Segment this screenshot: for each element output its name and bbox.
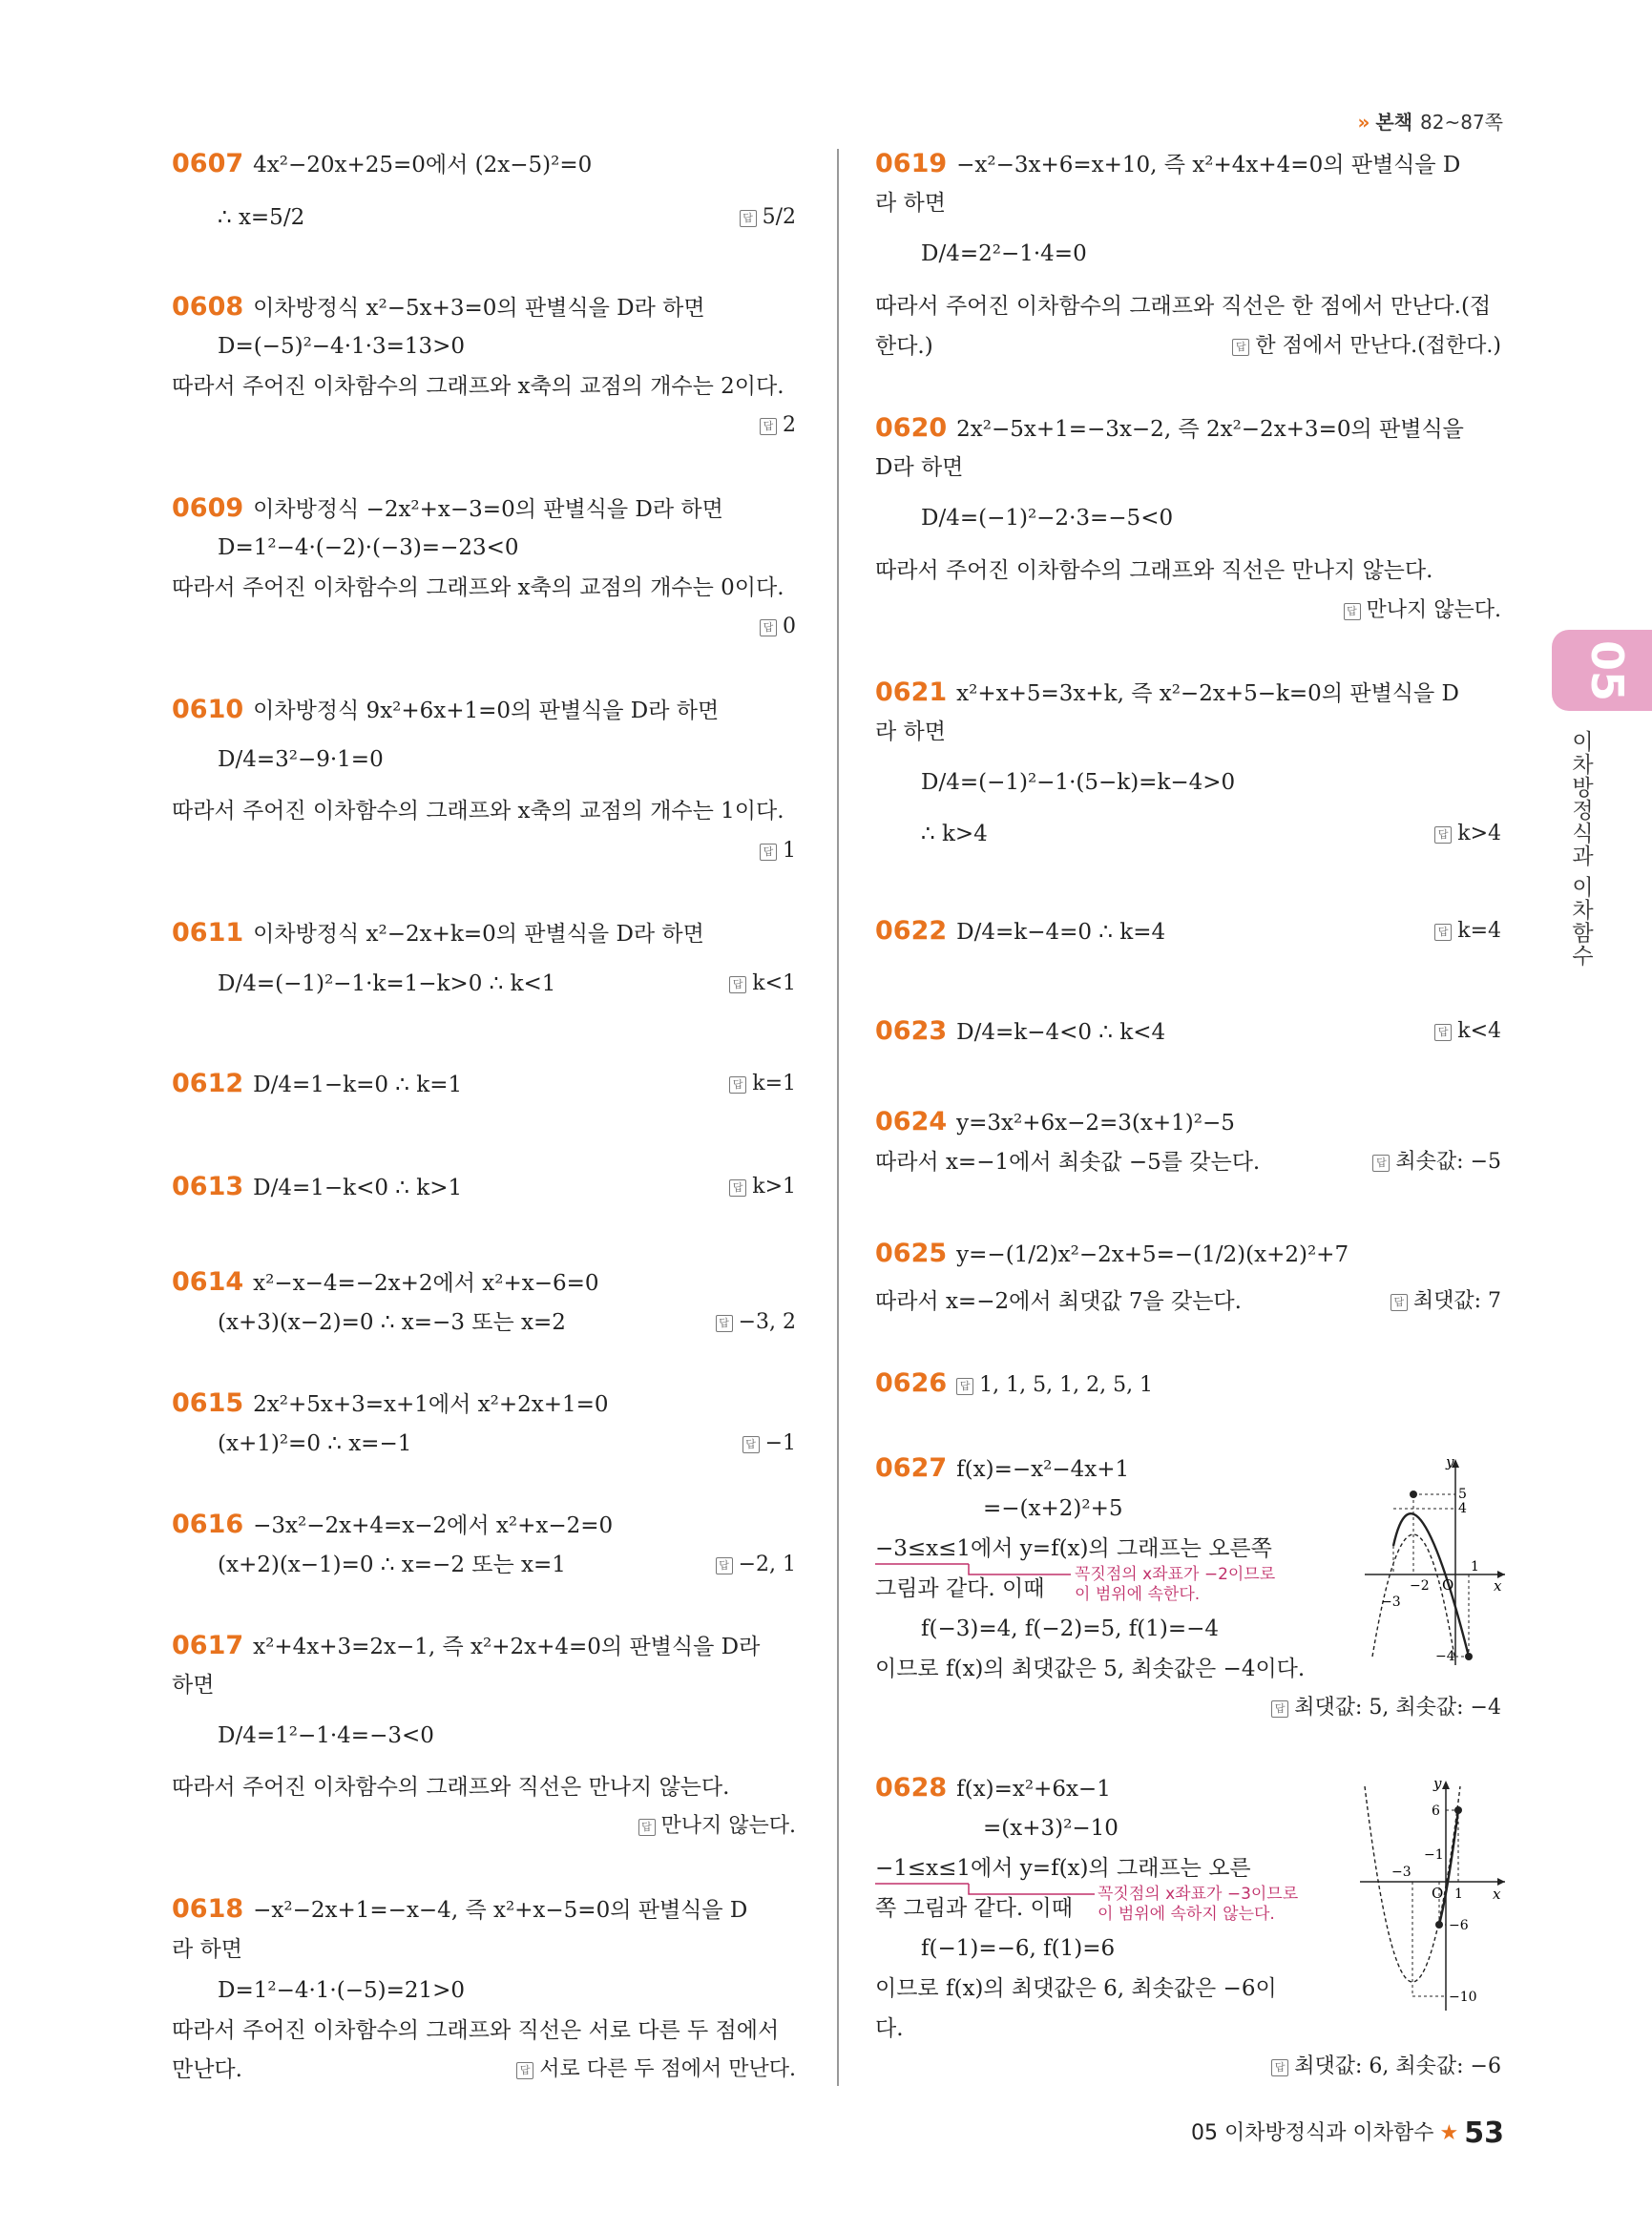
answer-mark-icon: 답	[716, 1315, 733, 1332]
x-axis-label: x	[1493, 1886, 1501, 1903]
answer-value: 5/2	[762, 205, 796, 229]
origin-label: O	[1432, 1885, 1444, 1902]
solution-line: ∴ k>4	[921, 822, 988, 846]
answer-mark-icon: 답	[1434, 826, 1452, 844]
problem-number: 0609	[172, 493, 244, 523]
chapter-tab-title: 이차방정식과 이차함수	[1568, 730, 1593, 968]
chevron-right-icon: »	[1357, 111, 1370, 134]
answer-value: k=4	[1457, 919, 1501, 943]
answer-value: k>1	[752, 1175, 796, 1199]
vertex-point	[1410, 1491, 1417, 1498]
solution-line: f(−3)=4, f(−2)=5, f(1)=−4	[921, 1616, 1220, 1641]
answer-mark-icon: 답	[760, 418, 777, 435]
solution-line: 라 하면	[875, 191, 946, 216]
solution-line: −1≤x≤1에서 y=f(x)의 그래프는 오른	[875, 1856, 1251, 1881]
solution-line: D/4=(−1)²−2·3=−5<0	[921, 506, 1174, 531]
note-connector	[875, 1852, 1352, 1919]
solution-line: x²+x+5=3x+k, 즉 x²−2x+5−k=0의 판별식을 D	[956, 681, 1459, 706]
answer-mark-icon: 답	[729, 976, 746, 993]
solution-line: D=(−5)²−4·1·3=13>0	[218, 334, 466, 359]
chapter-tab-number: 05	[1581, 640, 1633, 702]
problem-number: 0618	[172, 1894, 244, 1924]
solution-line: x²−x−4=−2x+2에서 x²+x−6=0	[253, 1271, 599, 1296]
answer-value: −2, 1	[738, 1553, 796, 1576]
solution-line: 따라서 x=−2에서 최댓값 7을 갖는다.	[875, 1289, 1242, 1314]
solution-line: (x+3)(x−2)=0 ∴ x=−3 또는 x=2	[218, 1310, 566, 1335]
problem-number: 0626	[875, 1368, 948, 1398]
footer-chapter: 05 이차방정식과 이차함수	[1191, 2121, 1434, 2145]
margin-note: 꼭짓점의 x좌표가 −3이므로	[1098, 1885, 1299, 1904]
solution-line: D/4=1−k<0 ∴ k>1	[253, 1176, 463, 1200]
tick-label: 5	[1458, 1487, 1467, 1502]
solution-line: 이므로 f(x)의 최댓값은 5, 최솟값은 −4이다.	[875, 1657, 1306, 1681]
answer-value: 최솟값: −5	[1395, 1150, 1501, 1174]
answer-value: 2	[783, 413, 796, 437]
solution-line: 이차방정식 −2x²+x−3=0의 판별식을 D라 하면	[253, 497, 723, 522]
answer-value: k<4	[1457, 1019, 1501, 1043]
solution-line: 따라서 x=−1에서 최솟값 −5를 갖는다.	[875, 1150, 1261, 1175]
answer	[1434, 916, 1501, 947]
problem-number: 0627	[875, 1453, 948, 1483]
solution-line: D/4=k−4<0 ∴ k<4	[956, 1020, 1166, 1045]
origin-label: O	[1442, 1576, 1454, 1594]
solution-line: −3≤x≤1에서 y=f(x)의 그래프는 오른쪽	[875, 1536, 1272, 1561]
y-arrow-icon	[1442, 1781, 1450, 1789]
tick-label: −4	[1435, 1649, 1455, 1664]
answer	[716, 1550, 796, 1580]
solution-line: ∴ x=5/2	[218, 205, 305, 230]
answer-mark-icon: 답	[760, 619, 777, 636]
solution-line: D=1²−4·(−2)·(−3)=−23<0	[218, 535, 519, 560]
solution-line: D/4=2²−1·4=0	[921, 241, 1087, 266]
graph-0628	[1355, 1777, 1508, 2015]
answer	[729, 1172, 796, 1202]
problem-number: 0620	[875, 413, 948, 443]
solution-line: D=1²−4·1·(−5)=21>0	[218, 1978, 466, 2003]
solution-line: D/4=(−1)²−1·(5−k)=k−4>0	[921, 770, 1236, 795]
solution-line: 하면	[172, 1673, 215, 1698]
answer	[1271, 1693, 1501, 1723]
solution-line: 4x²−20x+25=0에서 (2x−5)²=0	[253, 153, 593, 177]
endpoint	[1465, 1653, 1473, 1660]
solution-line: 따라서 주어진 이차함수의 그래프와 x축의 교점의 개수는 2이다.	[172, 374, 784, 399]
solution-line: 이차방정식 9x²+6x+1=0의 판별식을 D라 하면	[253, 698, 720, 723]
solution-line: 따라서 주어진 이차함수의 그래프와 x축의 교점의 개수는 1이다.	[172, 799, 784, 824]
answer-mark-icon: 답	[760, 844, 777, 861]
solution-line: 라 하면	[172, 1937, 242, 1962]
solution-line: 한다.)	[875, 334, 933, 359]
solution-line: y=3x²+6x−2=3(x+1)²−5	[956, 1111, 1235, 1136]
answer	[1434, 1016, 1501, 1047]
answer	[716, 1307, 796, 1338]
problem-number: 0616	[172, 1510, 244, 1539]
page-number: 53	[1464, 2116, 1504, 2150]
answer	[638, 1811, 797, 1842]
solution-line: y=−(1/2)x²−2x+5=−(1/2)(x+2)²+7	[956, 1242, 1349, 1267]
answer	[760, 836, 796, 866]
problem-number: 0607	[172, 149, 244, 178]
problem-number: 0621	[875, 678, 948, 707]
problem-number: 0608	[172, 292, 244, 322]
solution-line: 따라서 주어진 이차함수의 그래프와 직선은 한 점에서 만난다.(접	[875, 294, 1492, 319]
column-divider	[837, 149, 839, 2086]
solution-line: =(x+3)²−10	[983, 1816, 1119, 1841]
solution-line: 이차방정식 x²−5x+3=0의 판별식을 D라 하면	[253, 296, 705, 321]
answer	[1372, 1147, 1501, 1178]
solution-line: 이차방정식 x²−2x+k=0의 판별식을 D라 하면	[253, 922, 704, 947]
answer	[760, 410, 796, 441]
tick-label: 4	[1458, 1501, 1467, 1516]
problem-number: 0611	[172, 918, 244, 948]
solution-line: 이므로 f(x)의 최댓값은 6, 최솟값은 −6이	[875, 1976, 1277, 2001]
answer-value: 0	[783, 615, 796, 638]
answer-mark-icon: 답	[1434, 924, 1452, 941]
y-axis-label: y	[1446, 1455, 1454, 1470]
answer-value: −3, 2	[738, 1310, 796, 1334]
answer-value: −1	[764, 1431, 796, 1455]
x-arrow-icon	[1497, 1878, 1505, 1886]
answer	[760, 612, 796, 642]
x-axis-label: x	[1494, 1577, 1502, 1595]
solution-line: D/4=(−1)²−1·k=1−k>0 ∴ k<1	[218, 971, 556, 996]
problem-number: 0622	[875, 916, 948, 946]
answer	[1434, 819, 1501, 849]
tick-label: −2	[1410, 1578, 1430, 1594]
answer-value: 1, 1, 5, 1, 2, 5, 1	[979, 1373, 1154, 1397]
problem-number: 0623	[875, 1016, 948, 1046]
solution-line: =−(x+2)²+5	[983, 1496, 1123, 1521]
y-axis-label: y	[1433, 1777, 1442, 1792]
answer-value: 최댓값: 5, 최솟값: −4	[1294, 1696, 1501, 1720]
answer-mark-icon: 답	[1232, 339, 1249, 356]
star-icon: ★	[1439, 2121, 1459, 2145]
answer-value: 최댓값: 6, 최솟값: −6	[1294, 2054, 1501, 2078]
graph-0627	[1360, 1455, 1508, 1670]
solution-line: 따라서 주어진 이차함수의 그래프와 직선은 만나지 않는다.	[172, 1775, 730, 1800]
answer-mark-icon: 답	[729, 1179, 746, 1197]
problem-number: 0615	[172, 1388, 244, 1418]
solution-line: 따라서 주어진 이차함수의 그래프와 직선은 만나지 않는다.	[875, 558, 1433, 583]
answer-mark-icon: 답	[516, 2062, 533, 2079]
answer	[729, 969, 796, 999]
solution-line: D/4=3²−9·1=0	[218, 747, 384, 772]
header-label: 본책	[1375, 111, 1413, 134]
answer	[516, 2054, 796, 2085]
header-pages: 82~87쪽	[1420, 111, 1503, 134]
answer-value: k>4	[1457, 822, 1501, 845]
note-connector	[875, 1533, 1352, 1599]
problem-number: 0617	[172, 1631, 244, 1660]
answer	[1391, 1286, 1501, 1317]
problem-number: 0614	[172, 1267, 244, 1297]
answer	[740, 202, 796, 233]
problem-number: 0610	[172, 695, 244, 724]
answer	[956, 1373, 1153, 1397]
solution-line: (x+1)²=0 ∴ x=−1	[218, 1431, 412, 1456]
solution-line: −x²−2x+1=−x−4, 즉 x²+x−5=0의 판별식을 D	[253, 1898, 748, 1923]
answer-mark-icon: 답	[956, 1378, 973, 1395]
problem-number: 0628	[875, 1773, 948, 1803]
answer-value: k=1	[752, 1072, 796, 1095]
answer-mark-icon: 답	[1391, 1294, 1408, 1311]
endpoint	[1435, 1921, 1443, 1929]
answer-value: 서로 다른 두 점에서 만난다.	[539, 2057, 796, 2081]
answer-mark-icon: 답	[638, 1819, 656, 1836]
chapter-tab[interactable]	[1552, 630, 1652, 711]
tick-label: 1	[1471, 1559, 1479, 1574]
tick-label: 6	[1432, 1804, 1440, 1819]
parabola-segment	[1393, 1513, 1469, 1657]
answer-mark-icon: 답	[1271, 2059, 1288, 2076]
margin-note: 이 범위에 속하지 않는다.	[1098, 1905, 1275, 1924]
solution-line: (x+2)(x−1)=0 ∴ x=−2 또는 x=1	[218, 1553, 566, 1577]
answer-mark-icon: 답	[1271, 1700, 1288, 1718]
answer	[1344, 595, 1502, 626]
tick-label: −3	[1391, 1865, 1412, 1880]
solution-line: D라 하면	[875, 455, 964, 480]
tick-label: −6	[1449, 1918, 1469, 1933]
solution-line: 2x²−5x+1=−3x−2, 즉 2x²−2x+3=0의 판별식을	[956, 417, 1464, 442]
problem-number: 0619	[875, 149, 948, 178]
solution-line: 2x²+5x+3=x+1에서 x²+2x+1=0	[253, 1392, 609, 1417]
answer	[742, 1428, 796, 1459]
answer-value: 1	[783, 839, 796, 863]
solution-line: f(−1)=−6, f(1)=6	[921, 1936, 1116, 1961]
answer-mark-icon: 답	[1434, 1024, 1452, 1041]
tick-label: 1	[1454, 1887, 1463, 1902]
problem-number: 0612	[172, 1069, 244, 1098]
solution-line: f(x)=x²+6x−1	[956, 1777, 1111, 1802]
solution-line: 그림과 같다. 이때	[875, 1576, 1045, 1601]
answer-value: 만나지 않는다.	[1366, 598, 1501, 622]
answer	[1232, 331, 1501, 362]
problem-number: 0625	[875, 1239, 948, 1268]
answer-mark-icon: 답	[729, 1076, 746, 1094]
solution-line: 다.	[875, 2016, 904, 2041]
answer-mark-icon: 답	[742, 1436, 760, 1453]
solution-line: 따라서 주어진 이차함수의 그래프와 x축의 교점의 개수는 0이다.	[172, 575, 784, 600]
problem-number: 0624	[875, 1107, 948, 1136]
answer-mark-icon: 답	[1344, 603, 1361, 620]
page-footer	[1191, 2116, 1504, 2150]
problem-number: 0613	[172, 1172, 244, 1201]
solution-line: x²+4x+3=2x−1, 즉 x²+2x+4=0의 판별식을 D라	[253, 1635, 761, 1659]
solution-line: 쪽 그림과 같다. 이때	[875, 1896, 1073, 1921]
solution-line: 따라서 주어진 이차함수의 그래프와 직선은 서로 다른 두 점에서	[172, 2018, 780, 2043]
endpoint	[1454, 1806, 1462, 1814]
solution-line: 라 하면	[875, 719, 946, 744]
answer	[729, 1069, 796, 1099]
tick-label: −1	[1424, 1847, 1444, 1863]
solution-line: −3x²−2x+4=x−2에서 x²+x−2=0	[253, 1513, 614, 1538]
solution-line: f(x)=−x²−4x+1	[956, 1457, 1130, 1482]
solution-line: −x²−3x+6=x+10, 즉 x²+4x+4=0의 판별식을 D	[956, 153, 1461, 177]
answer	[1271, 2052, 1501, 2082]
answer-mark-icon: 답	[716, 1557, 733, 1574]
solution-line: D/4=1²−1·4=−3<0	[218, 1723, 434, 1748]
solution-line: D/4=k−4=0 ∴ k=4	[956, 920, 1166, 945]
margin-note: 이 범위에 속한다.	[1075, 1585, 1201, 1604]
answer-value: 만나지 않는다.	[660, 1814, 796, 1838]
margin-note: 꼭짓점의 x좌표가 −2이므로	[1075, 1565, 1276, 1584]
tick-label: −10	[1449, 1990, 1477, 2005]
answer-value: k<1	[752, 971, 796, 995]
solution-line: D/4=1−k=0 ∴ k=1	[253, 1073, 463, 1097]
answer-value: 한 점에서 만난다.(접한다.)	[1255, 334, 1501, 358]
solution-line: 만난다.	[172, 2057, 242, 2082]
answer-mark-icon: 답	[740, 210, 757, 227]
answer-mark-icon: 답	[1372, 1155, 1390, 1172]
page-range-header	[1357, 107, 1503, 135]
answer-value: 최댓값: 7	[1412, 1289, 1501, 1313]
tick-label: −3	[1381, 1595, 1401, 1610]
